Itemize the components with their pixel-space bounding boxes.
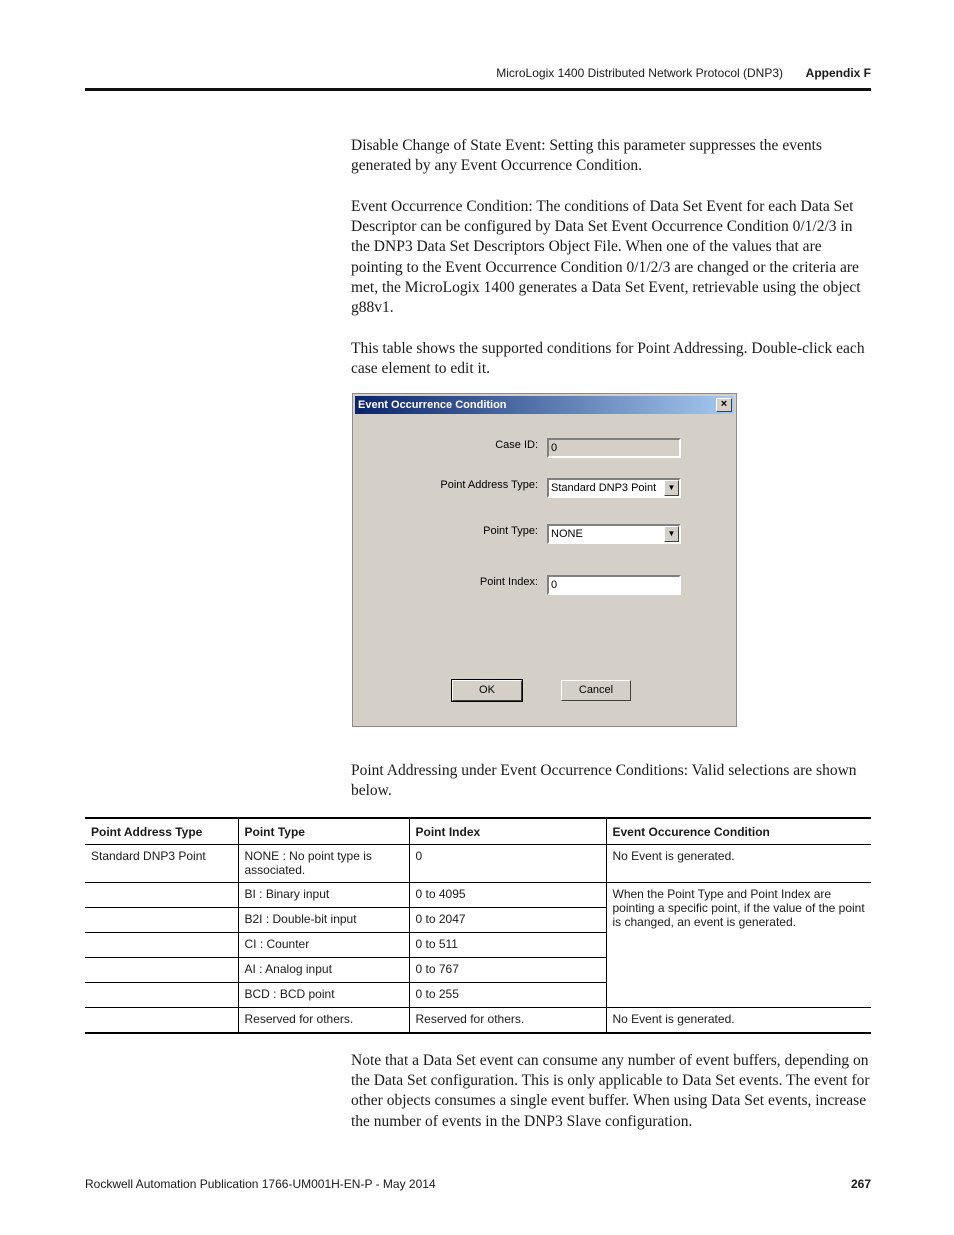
case-id-value: 0 — [551, 442, 558, 454]
table-header-cell: Point Address Type — [85, 818, 238, 845]
table-cell: When the Point Type and Point Index are pointing a specific point, if the value of the point is changed, an event is generated. — [606, 883, 871, 1008]
chevron-down-icon[interactable]: ▼ — [664, 526, 679, 542]
table-cell — [85, 933, 238, 958]
table-cell: Reserved for others. — [409, 1008, 606, 1034]
table-row — [85, 1008, 871, 1034]
header-title: MicroLogix 1400 Distributed Network Protocol (DNP3) — [496, 66, 783, 80]
table-cell — [85, 908, 238, 933]
ok-button[interactable]: OK — [452, 680, 522, 701]
table-cell — [85, 1008, 238, 1034]
table-header-cell: Point Type — [238, 818, 409, 845]
event-occurrence-dialog — [352, 393, 737, 727]
table-row — [85, 845, 871, 883]
table-cell: AI : Analog input — [238, 958, 409, 983]
table-cell: NONE : No point type is associated. — [238, 845, 409, 883]
table-cell: 0 to 255 — [409, 983, 606, 1008]
point-index-value: 0 — [551, 579, 558, 591]
dialog-title: Event Occurrence Condition — [358, 399, 507, 411]
table-header-cell: Event Occurence Condition — [606, 818, 871, 845]
point-type-select[interactable] — [547, 524, 681, 544]
table-cell — [85, 883, 238, 908]
paragraph-point-addressing: Point Addressing under Event Occurrence Conditions: Valid selections are shown below. — [351, 762, 857, 800]
table-cell: BCD : BCD point — [238, 983, 409, 1008]
dialog-titlebar — [355, 396, 734, 414]
table-cell: BI : Binary input — [238, 883, 409, 908]
case-id-label: Case ID: — [495, 439, 538, 451]
header-appendix: Appendix F — [805, 66, 871, 80]
footer-publication: Rockwell Automation Publication 1766-UM001H-EN-P - May 2014 — [85, 1177, 436, 1191]
table-row — [85, 883, 871, 908]
table-cell: CI : Counter — [238, 933, 409, 958]
header-rule — [85, 88, 871, 91]
point-addressing-table — [85, 817, 871, 1034]
table-cell: No Event is generated. — [606, 1008, 871, 1034]
table-cell: 0 to 767 — [409, 958, 606, 983]
case-id-field[interactable] — [547, 438, 681, 458]
paragraph-event-occurrence: Event Occurrence Condition: The conditions of Data Set Event for each Data Set Descriptor can be configured by Data Set Event Occurrence Condition 0/1/2/3 in the DNP3 Data Set Descriptors Object File. When one of the values that are pointing to the Event Occurrence Condition 0/1/2/3 are changed or the criteria are met, the MicroLogix 1400 generates a Data Set Event, retrievable using the object g88v1. — [351, 198, 861, 317]
page-number: 267 — [850, 1177, 871, 1191]
paragraph-disable-cos: Disable Change of State Event: Setting this parameter suppresses the events generated by any Event Occurrence Condition. — [351, 137, 822, 175]
table-header-cell: Point Index — [409, 818, 606, 845]
table-cell: 0 to 2047 — [409, 908, 606, 933]
table-cell: 0 to 4095 — [409, 883, 606, 908]
table-cell: 0 — [409, 845, 606, 883]
table-cell: Standard DNP3 Point — [85, 845, 238, 883]
point-type-value: NONE — [551, 528, 583, 540]
point-address-type-label: Point Address Type: — [440, 479, 538, 491]
point-address-type-value: Standard DNP3 Point — [551, 482, 657, 494]
table-header-row — [85, 818, 871, 845]
table-cell: Reserved for others. — [238, 1008, 409, 1034]
chevron-down-icon[interactable]: ▼ — [664, 480, 679, 496]
table-cell — [85, 958, 238, 983]
paragraph-data-set-note: Note that a Data Set event can consume any number of event buffers, depending on the Data Set configuration. This is only applicable to Data Set events. The event for other objects consumes a single event buffer. When using Data Set events, increase the number of events in the DNP3 Slave configuration. — [351, 1052, 870, 1130]
point-address-type-select[interactable] — [547, 478, 681, 498]
point-type-label: Point Type: — [483, 525, 538, 537]
table-cell — [85, 983, 238, 1008]
close-button[interactable]: × — [716, 398, 732, 412]
paragraph-table-intro: This table shows the supported conditions for Point Addressing. Double-click each case element to edit it. — [351, 340, 865, 378]
cancel-button[interactable]: Cancel — [561, 680, 631, 701]
point-index-label: Point Index: — [479, 576, 538, 588]
table-cell: B2I : Double-bit input — [238, 908, 409, 933]
point-index-input[interactable] — [547, 575, 681, 595]
table-cell: 0 to 511 — [409, 933, 606, 958]
table-cell: No Event is generated. — [606, 845, 871, 883]
page-header — [85, 66, 871, 82]
